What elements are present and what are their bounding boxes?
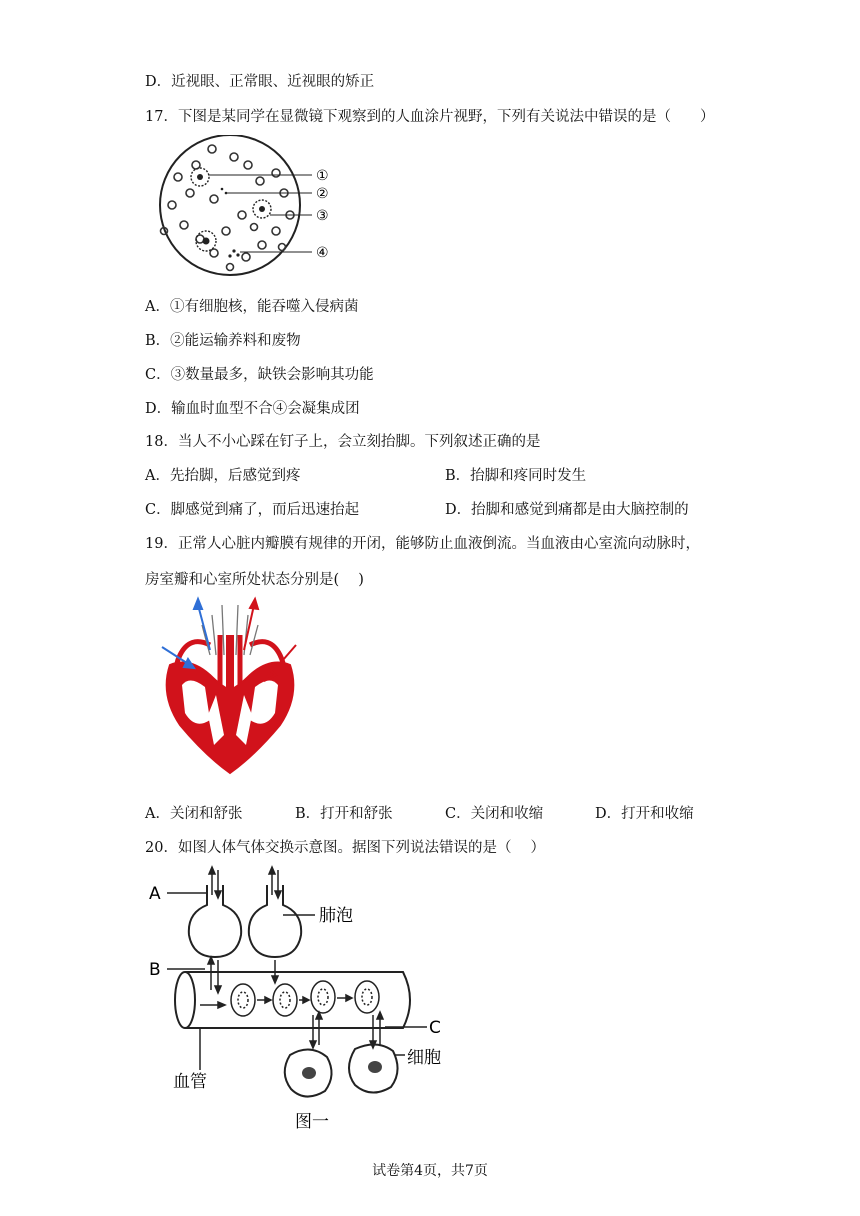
q17-stem: 17．下图是某同学在显微镜下观察到的人血涂片视野，下列有关说法中错误的是（ ）	[145, 109, 715, 125]
label-cell: 细胞	[407, 1048, 441, 1068]
q19-option-b: B．打开和舒张	[295, 806, 393, 822]
label-2: ②	[316, 186, 329, 202]
q19-option-a: A．关闭和舒张	[145, 806, 243, 822]
label-c: C	[429, 1018, 441, 1038]
label-b: B	[149, 960, 161, 980]
q19-stem-line2: 房室瓣和心室所处状态分别是( )	[145, 572, 364, 588]
q18-option-c: C．脚感觉到痛了，而后迅速抬起	[145, 502, 360, 518]
q20-stem: 20．如图人体气体交换示意图。据图下列说法错误的是（ ）	[145, 840, 546, 856]
q18-option-d: D．抬脚和感觉到痛都是由大脑控制的	[445, 502, 689, 518]
label-1: ①	[316, 168, 329, 184]
q19-option-d: D．打开和收缩	[595, 806, 694, 822]
q17-option-c: C．③数量最多，缺铁会影响其功能	[145, 367, 374, 383]
label-3: ③	[316, 208, 329, 224]
q17-option-a: A．①有细胞核，能吞噬入侵病菌	[145, 299, 359, 315]
q16-option-d: D．近视眼、正常眼、近视眼的矫正	[145, 74, 375, 90]
q18-stem: 18．当人不小心踩在钉子上，会立刻抬脚。下列叙述正确的是	[145, 434, 541, 450]
heart-valve-figure	[150, 595, 310, 785]
page-footer: 试卷第4页，共7页	[372, 1163, 488, 1179]
blood-smear-figure	[150, 135, 350, 285]
label-4: ④	[316, 245, 329, 261]
q18-option-b: B．抬脚和疼同时发生	[445, 468, 587, 484]
gas-exchange-figure	[145, 865, 475, 1135]
label-vessel: 血管	[173, 1072, 207, 1092]
q17-option-b: B．②能运输养料和废物	[145, 333, 301, 349]
label-alveolus: 肺泡	[319, 906, 353, 926]
label-a: A	[149, 884, 161, 904]
figure-caption: 图一	[295, 1112, 329, 1132]
q19-option-c: C．关闭和收缩	[445, 806, 544, 822]
q17-option-d: D．输血时血型不合④会凝集成团	[145, 401, 360, 417]
q19-stem-line1: 19．正常人心脏内瓣膜有规律的开闭，能够防止血液倒流。当血液由心室流向动脉时，	[145, 536, 700, 552]
q18-option-a: A．先抬脚，后感觉到疼	[145, 468, 301, 484]
